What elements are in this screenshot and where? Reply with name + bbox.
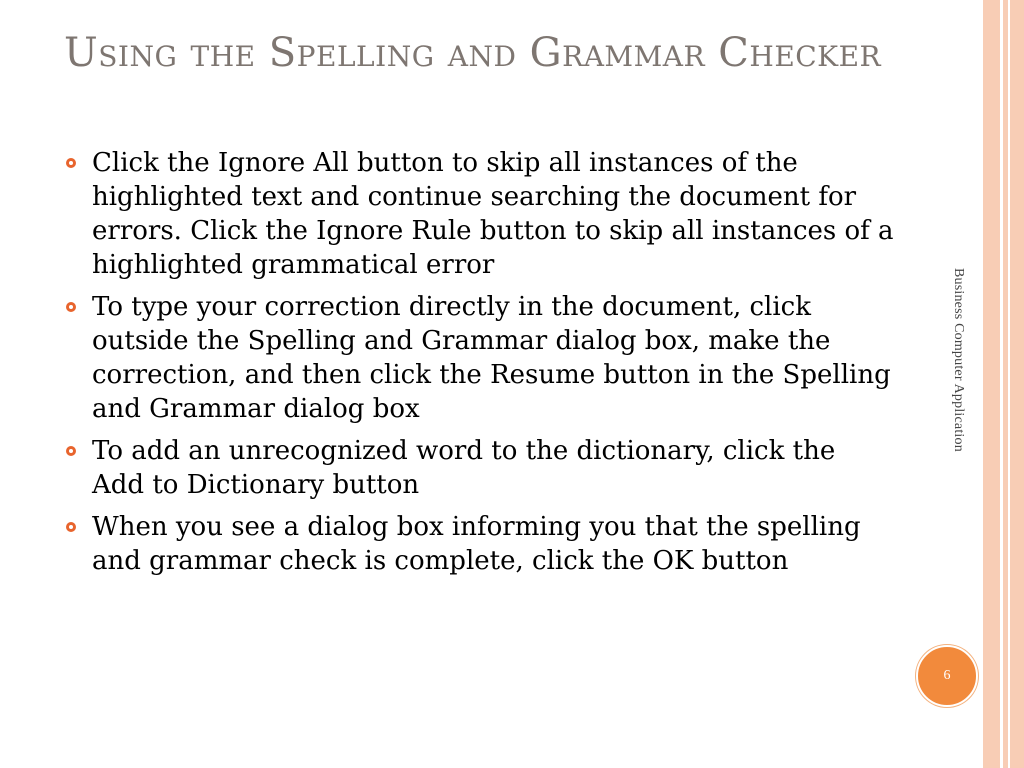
bullet-circle-icon	[66, 522, 76, 532]
page-number-badge	[916, 645, 978, 707]
side-caption: Business Computer Application	[951, 268, 966, 452]
bullet-item	[64, 290, 894, 426]
decorative-stripe-line	[1008, 0, 1010, 768]
bullet-item	[64, 434, 894, 502]
bullet-item	[64, 146, 894, 282]
bullet-text: To add an unrecognized word to the dictionary, click the Add to Dictionary button	[92, 436, 836, 500]
bullet-text: Click the Ignore All button to skip all instances of the highlighted text and continue searching the document for errors. Click the Ignore Rule button to skip all instances of a highlighted grammatical error	[92, 148, 894, 280]
bullet-text: When you see a dialog box informing you that the spelling and grammar check is complete, click the OK button	[92, 512, 861, 576]
decorative-stripe-line	[1000, 0, 1003, 768]
bullet-list	[64, 146, 894, 586]
bullet-circle-icon	[66, 446, 76, 456]
bullet-circle-icon	[66, 302, 76, 312]
bullet-item	[64, 510, 894, 578]
bullet-circle-icon	[66, 158, 76, 168]
bullet-text: To type your correction directly in the document, click outside the Spelling and Grammar dialog box, make the correction, and then click the Resume button in the Spelling and Grammar dialog box	[92, 292, 891, 424]
decorative-stripe-line	[980, 0, 983, 768]
page-number: 6	[943, 668, 951, 683]
slide-title: Using the Spelling and Grammar Checker	[64, 30, 882, 76]
